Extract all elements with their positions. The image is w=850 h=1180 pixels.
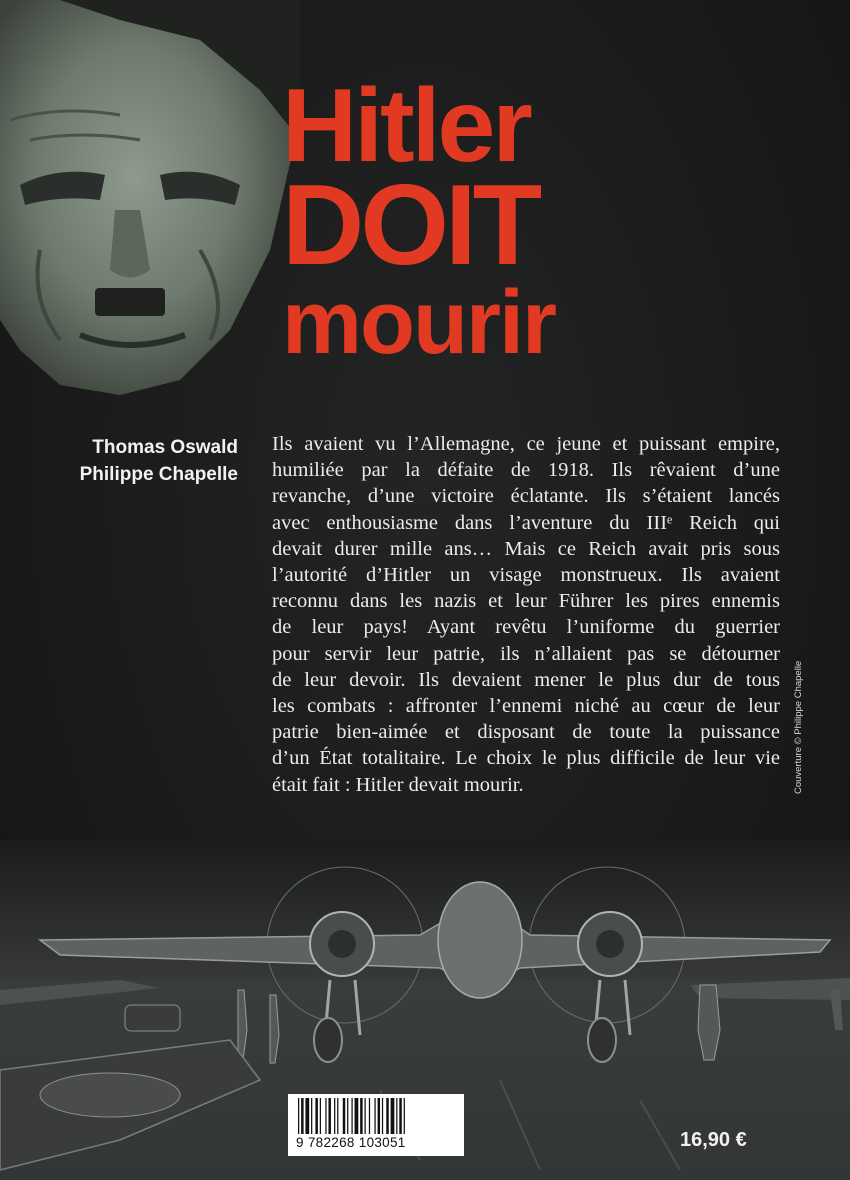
blurb-line: reconnu dans les nazis et leur Führer les pires ennemis bbox=[272, 590, 780, 613]
blurb-line: était fait : Hitler devait mourir. bbox=[272, 773, 524, 796]
title-line-1: Hitler bbox=[282, 68, 530, 184]
blurb-line: de leur devoir. Ils devaient mener le plus dur de tous bbox=[272, 668, 780, 691]
cover-credit: Couverture © Philippe Chapelle bbox=[793, 660, 804, 794]
barcode-bar bbox=[378, 1098, 381, 1134]
barcode-bar bbox=[315, 1098, 318, 1134]
blurb-line: Ils avaient vu l’Allemagne, ce jeune et puissant empire, bbox=[272, 433, 780, 455]
blurb-line: avec enthousiasme dans l’aventure du IIIᵉ Reich qui bbox=[272, 511, 780, 534]
hitler-portrait-illustration bbox=[0, 0, 300, 400]
author-name: Thomas Oswald bbox=[92, 437, 238, 458]
blurb-text bbox=[272, 431, 780, 798]
blurb-line: de leur pays! Ayant revêtu l’uniforme du guerrier bbox=[272, 616, 780, 639]
barcode-bar bbox=[374, 1098, 375, 1134]
title-line-3: mourir bbox=[282, 273, 556, 373]
barcode-bar bbox=[386, 1098, 389, 1134]
barcode-bar bbox=[347, 1098, 348, 1134]
barcode-bar bbox=[382, 1098, 383, 1134]
blurb-line: pour servir leur patrie, ils n’allaient pas se détourner bbox=[272, 642, 780, 665]
blurb-line: d’un État totalitaire. Le choix le plus difficile de leur vie bbox=[272, 747, 780, 770]
barcode-bar bbox=[325, 1098, 326, 1134]
author-name: Philippe Chapelle bbox=[79, 464, 238, 485]
barcode-bar bbox=[396, 1098, 397, 1134]
barcode-bar bbox=[343, 1098, 346, 1134]
blurb-line: l’autorité d’Hitler un visage monstrueux. Ils avaient bbox=[272, 564, 780, 587]
barcode-bar bbox=[399, 1098, 402, 1134]
barcode-bar bbox=[391, 1098, 395, 1134]
barcode-bar bbox=[355, 1098, 359, 1134]
blurb-line: devait durer mille ans… Mais ce Reich avait pris sous bbox=[272, 537, 780, 560]
isbn-barcode bbox=[288, 1094, 464, 1156]
barcode-bar bbox=[301, 1098, 304, 1134]
barcode-bar bbox=[369, 1098, 370, 1134]
authors bbox=[80, 434, 238, 488]
barcode-bar bbox=[305, 1098, 309, 1134]
blurb-line: patrie bien-aimée et disposant de toute la puissance bbox=[272, 721, 780, 744]
barcode-bar bbox=[320, 1098, 321, 1134]
barcode-bar bbox=[404, 1098, 405, 1134]
barcode-bar bbox=[298, 1098, 299, 1134]
barcode-bar bbox=[351, 1098, 352, 1134]
barcode-bar bbox=[328, 1098, 331, 1134]
blurb-line: revanche, d’une victoire éclatante. Ils s’étaient lancés bbox=[272, 485, 780, 508]
barcode-bar bbox=[360, 1098, 363, 1134]
blurb-line: humiliée par la défaite de 1918. Ils rêvaient d’une bbox=[272, 459, 780, 482]
title-line-2: DOIT bbox=[282, 162, 539, 289]
barcode-bars bbox=[296, 1098, 456, 1134]
barcode-bar bbox=[311, 1098, 312, 1134]
book-title bbox=[282, 68, 602, 373]
barcode-bar bbox=[337, 1098, 338, 1134]
isbn-number: 9 782268 103051 bbox=[296, 1135, 406, 1150]
barcode-bar bbox=[334, 1098, 335, 1134]
blurb-line: les combats : affronter l’ennemi niché au cœur de leur bbox=[272, 695, 780, 718]
barcode-bar bbox=[365, 1098, 366, 1134]
price: 16,90 € bbox=[680, 1129, 747, 1151]
